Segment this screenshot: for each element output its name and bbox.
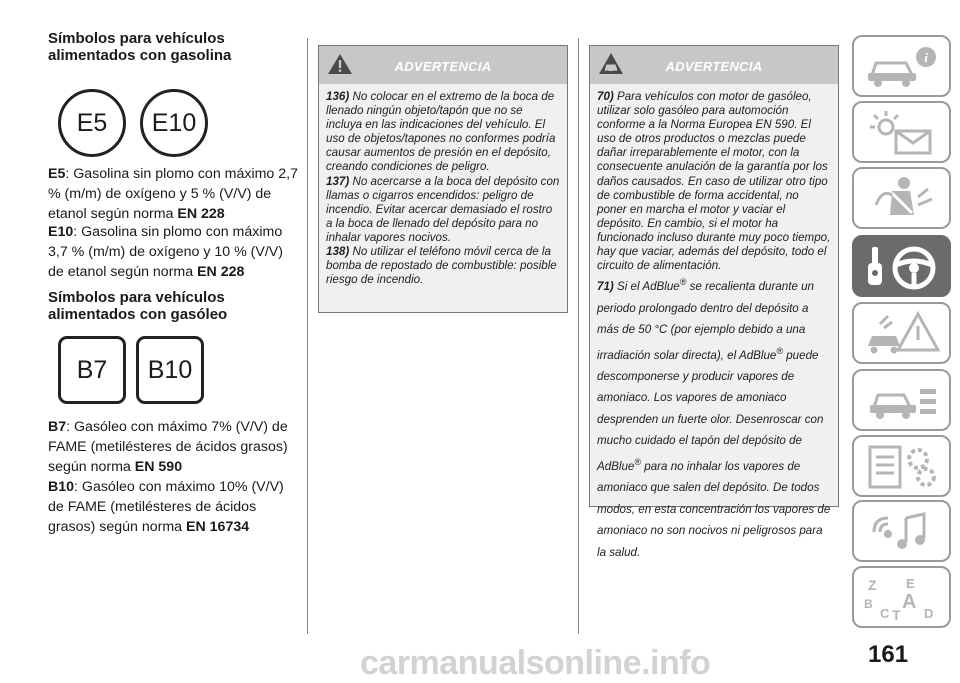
- warning-item-71: 71) Si el AdBlue® se recalienta durante un periodo prolongado dentro del depósito a más de 50 °C (por ejemplo debido a una irradiación solar directa), el AdBlue® puede descomponerse y producir vapores de amoniaco. Los vapores de amoniaco desprenden un fuerte olor. Desenroscar con mucho cuidado el tapón del depósito de AdBlue® para no inhalar los vapores de amoniaco que salen del depósito. De todos modos, en esta concentración los vapores de amoniaco no son nocivos ni peligrosos para la salud.: [597, 277, 831, 559]
- tab-technical-data[interactable]: [852, 435, 951, 497]
- heading-gasoleo: Símbolos para vehículos alimentados con gasóleo: [48, 289, 228, 323]
- svg-text:B: B: [864, 597, 873, 611]
- technical-data-icon: [862, 443, 942, 491]
- watermark: carmanualsonline.info: [360, 644, 711, 682]
- column-divider-left: [307, 38, 308, 634]
- warning-header: [319, 46, 567, 84]
- tab-safety[interactable]: [852, 167, 951, 229]
- multimedia-icon: [862, 508, 942, 556]
- warning-item-137: 137) No acercarse a la boca del depósito con llamas o cigarros encendidos: peligro de incendio. Evitar acercar demasiado el rostro a la boca de llenado del depósito para no inhalar vapores nocivos.: [326, 174, 560, 244]
- car-info-icon: [862, 43, 942, 91]
- svg-text:T: T: [892, 607, 901, 622]
- page-number: 161: [868, 641, 909, 668]
- warning-title: ADVERTENCIA: [394, 59, 492, 74]
- warning-header: [590, 46, 838, 84]
- alphabetical-index-icon: [862, 574, 942, 622]
- warning-body: [319, 84, 567, 295]
- tab-starting-driving[interactable]: [852, 235, 951, 297]
- symbol-b7: B7: [58, 336, 126, 404]
- heading-gasolina: Símbolos para vehículos alimentados con gasolina: [48, 30, 232, 64]
- safety-seatbelt-icon: [862, 175, 942, 223]
- tab-multimedia[interactable]: [852, 500, 951, 562]
- symbol-b10: B10: [136, 336, 204, 404]
- warning-box-fuel-cap: [318, 45, 568, 313]
- tab-emergency[interactable]: [852, 302, 951, 364]
- column-fuel-symbols: [48, 30, 298, 64]
- warning-item-70: 70) Para vehículos con motor de gasóleo, utilizar solo gasóleo para automoción conforme a la Norma Europea EN 590. El uso de otros productos o mezclas puede dañar irreparablemente el motor, con la consecuente anulación de la garantía por los daños causados. En caso de utilizar otro tipo de combustible de forma accidental, no poner en marcha el motor y vaciar el depósito. En cambio, si el motor ha funcionado incluso durante muy poco tiempo, hay que vaciar, además del depósito, todo el circuito de alimentación.: [597, 90, 831, 273]
- e10-description: E10: Gasolina sin plomo con máximo 3,7 % (m/m) de oxígeno y 10 % (V/V) de etanol según norma EN 228: [48, 224, 283, 280]
- symbol-e5: E5: [58, 89, 126, 157]
- tab-maintenance[interactable]: [852, 369, 951, 431]
- warning-box-diesel-adblue: [589, 45, 839, 559]
- b7-description: B7: Gasóleo con máximo 7% (V/V) de FAME (metilésteres de ácidos grasos) según norma EN 590: [48, 419, 288, 475]
- tab-warning-lights[interactable]: [852, 101, 951, 163]
- svg-text:C: C: [880, 606, 890, 621]
- svg-text:A: A: [902, 591, 917, 613]
- svg-text:Z: Z: [868, 577, 877, 593]
- tab-car-info[interactable]: [852, 35, 951, 97]
- svg-text:E: E: [906, 576, 915, 591]
- emergency-breakdown-icon: [862, 310, 942, 358]
- column-divider-right: [578, 38, 579, 634]
- symbol-e10: E10: [140, 89, 208, 157]
- e5-description: E5: Gasolina sin plomo con máximo 2,7 % (m/m) de oxígeno y 5 % (V/V) de etanol según norma EN 228: [48, 166, 298, 222]
- warning-item-136: 136) No colocar en el extremo de la boca de llenado ningún objeto/tapón que no se incluya en las indicaciones del vehículo. El uso de objetos/tapones no conformes podría causar aumentos de presión en el depósito, creando condiciones de peligro.: [326, 90, 556, 174]
- car-maintenance-icon: [862, 377, 942, 425]
- key-steering-wheel-icon: [862, 243, 942, 293]
- warning-lights-icon: [862, 109, 942, 157]
- warning-item-138: 138) No utilizar el teléfono móvil cerca de la bomba de repostado de combustible: posible riesgo de incendio.: [326, 245, 557, 287]
- b10-description: B10: Gasóleo con máximo 10% (V/V) de FAME (metilésteres de ácidos grasos) según norma EN 16734: [48, 479, 284, 535]
- svg-text:i: i: [924, 50, 928, 65]
- warning-title: ADVERTENCIA: [665, 59, 763, 74]
- tab-alphabetical-index[interactable]: [852, 566, 951, 628]
- warning-body: [590, 84, 838, 571]
- svg-text:D: D: [924, 606, 934, 621]
